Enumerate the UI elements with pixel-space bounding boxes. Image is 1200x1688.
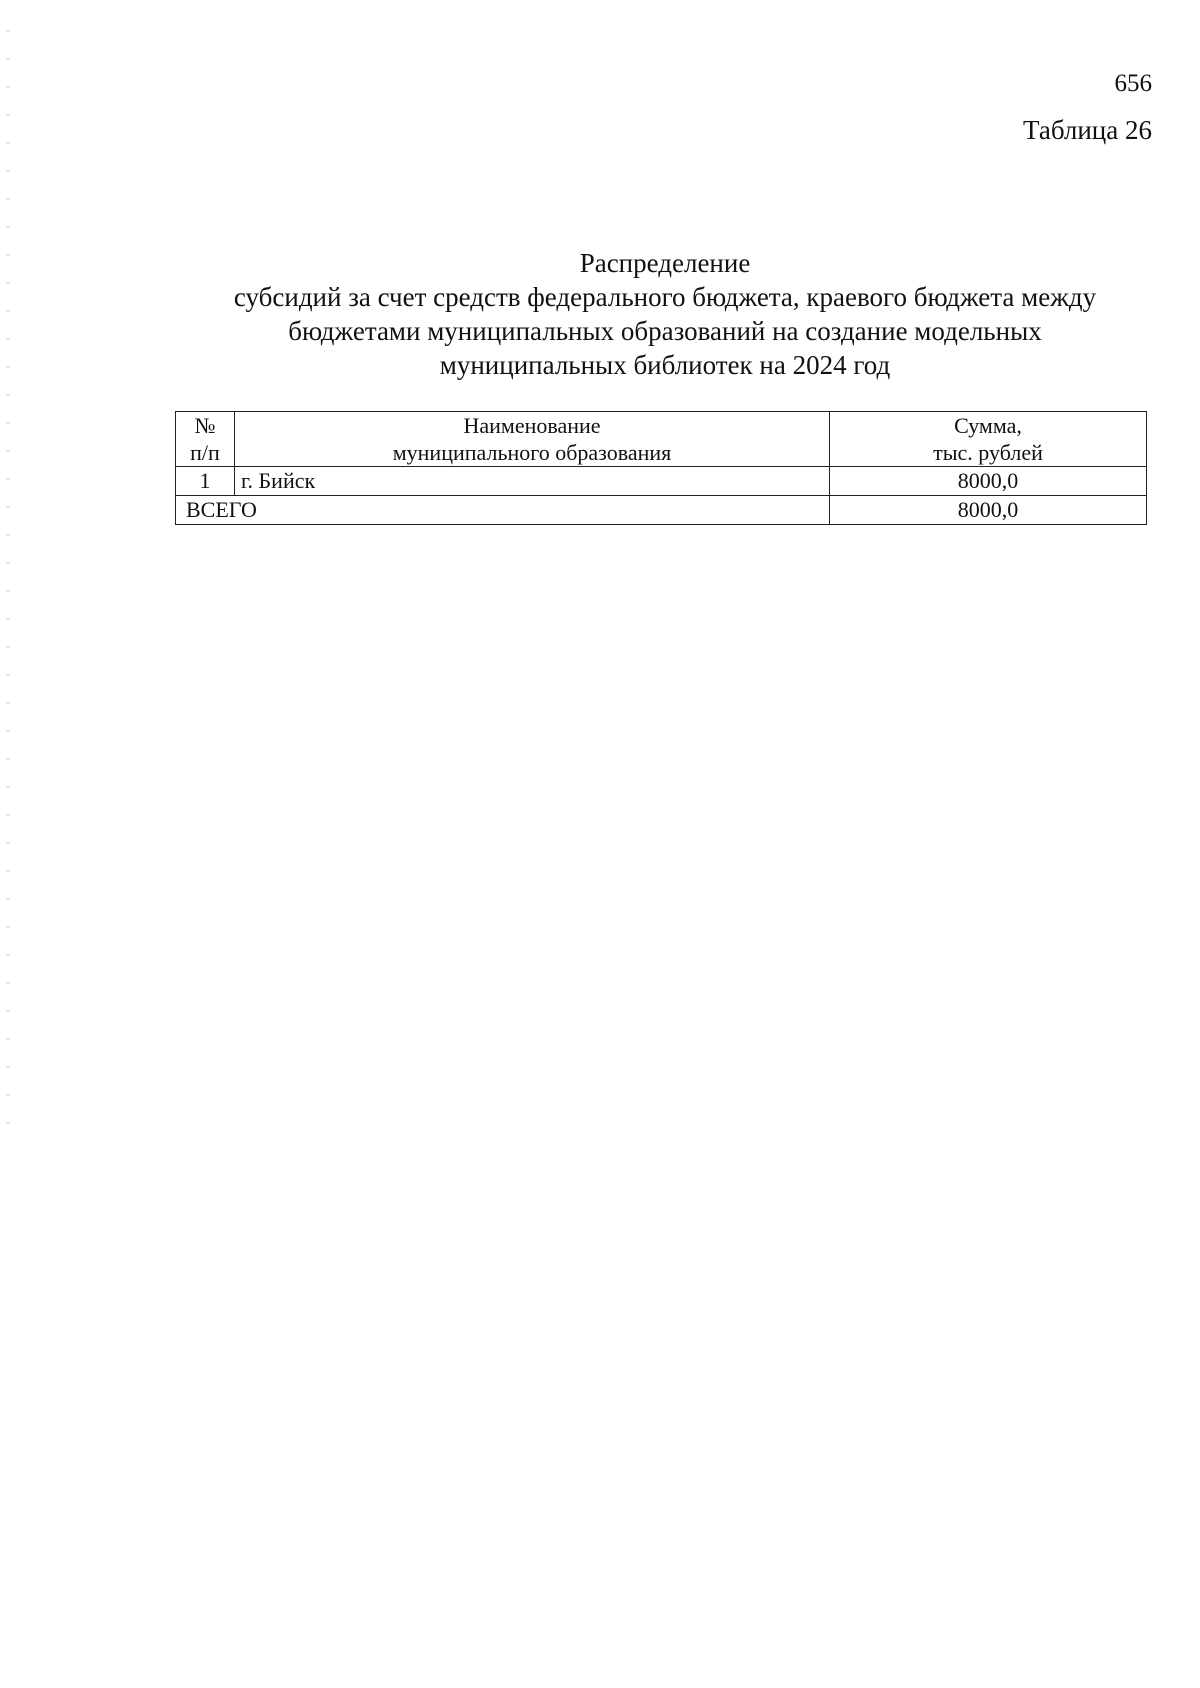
header-sum [830, 412, 1147, 467]
row-sum: 8000,0 [830, 467, 1147, 496]
title-line-2: субсидий за счет средств федерального бюджета, краевого бюджета между [233, 282, 1097, 312]
header-num-line2: п/п [190, 440, 220, 465]
distribution-table [175, 411, 1147, 525]
scan-margin-marks [6, 30, 10, 1130]
title-line-3: бюджетами муниципальных образований на создание модельных [288, 316, 1042, 346]
page-number: 656 [1114, 70, 1152, 97]
header-name [235, 412, 830, 467]
document-title [150, 246, 1180, 382]
header-name-line2: муниципального образования [392, 440, 672, 465]
table-row [176, 467, 1147, 496]
header-sum-line1: Сумма, [954, 413, 1022, 438]
table-header-row [176, 412, 1147, 467]
header-num-line1: № [194, 413, 216, 438]
table-label: Таблица 26 [1023, 115, 1152, 145]
row-name: г. Бийск [235, 467, 830, 496]
row-num: 1 [176, 467, 235, 496]
total-label: ВСЕГО [176, 496, 830, 525]
title-line-4: муниципальных библиотек на 2024 год [439, 350, 891, 380]
header-sum-line2: тыс. рублей [933, 440, 1043, 465]
total-sum: 8000,0 [830, 496, 1147, 525]
table-total-row [176, 496, 1147, 525]
title-line-1: Распределение [579, 248, 751, 278]
header-name-line1: Наименование [463, 413, 601, 438]
header-num [176, 412, 235, 467]
